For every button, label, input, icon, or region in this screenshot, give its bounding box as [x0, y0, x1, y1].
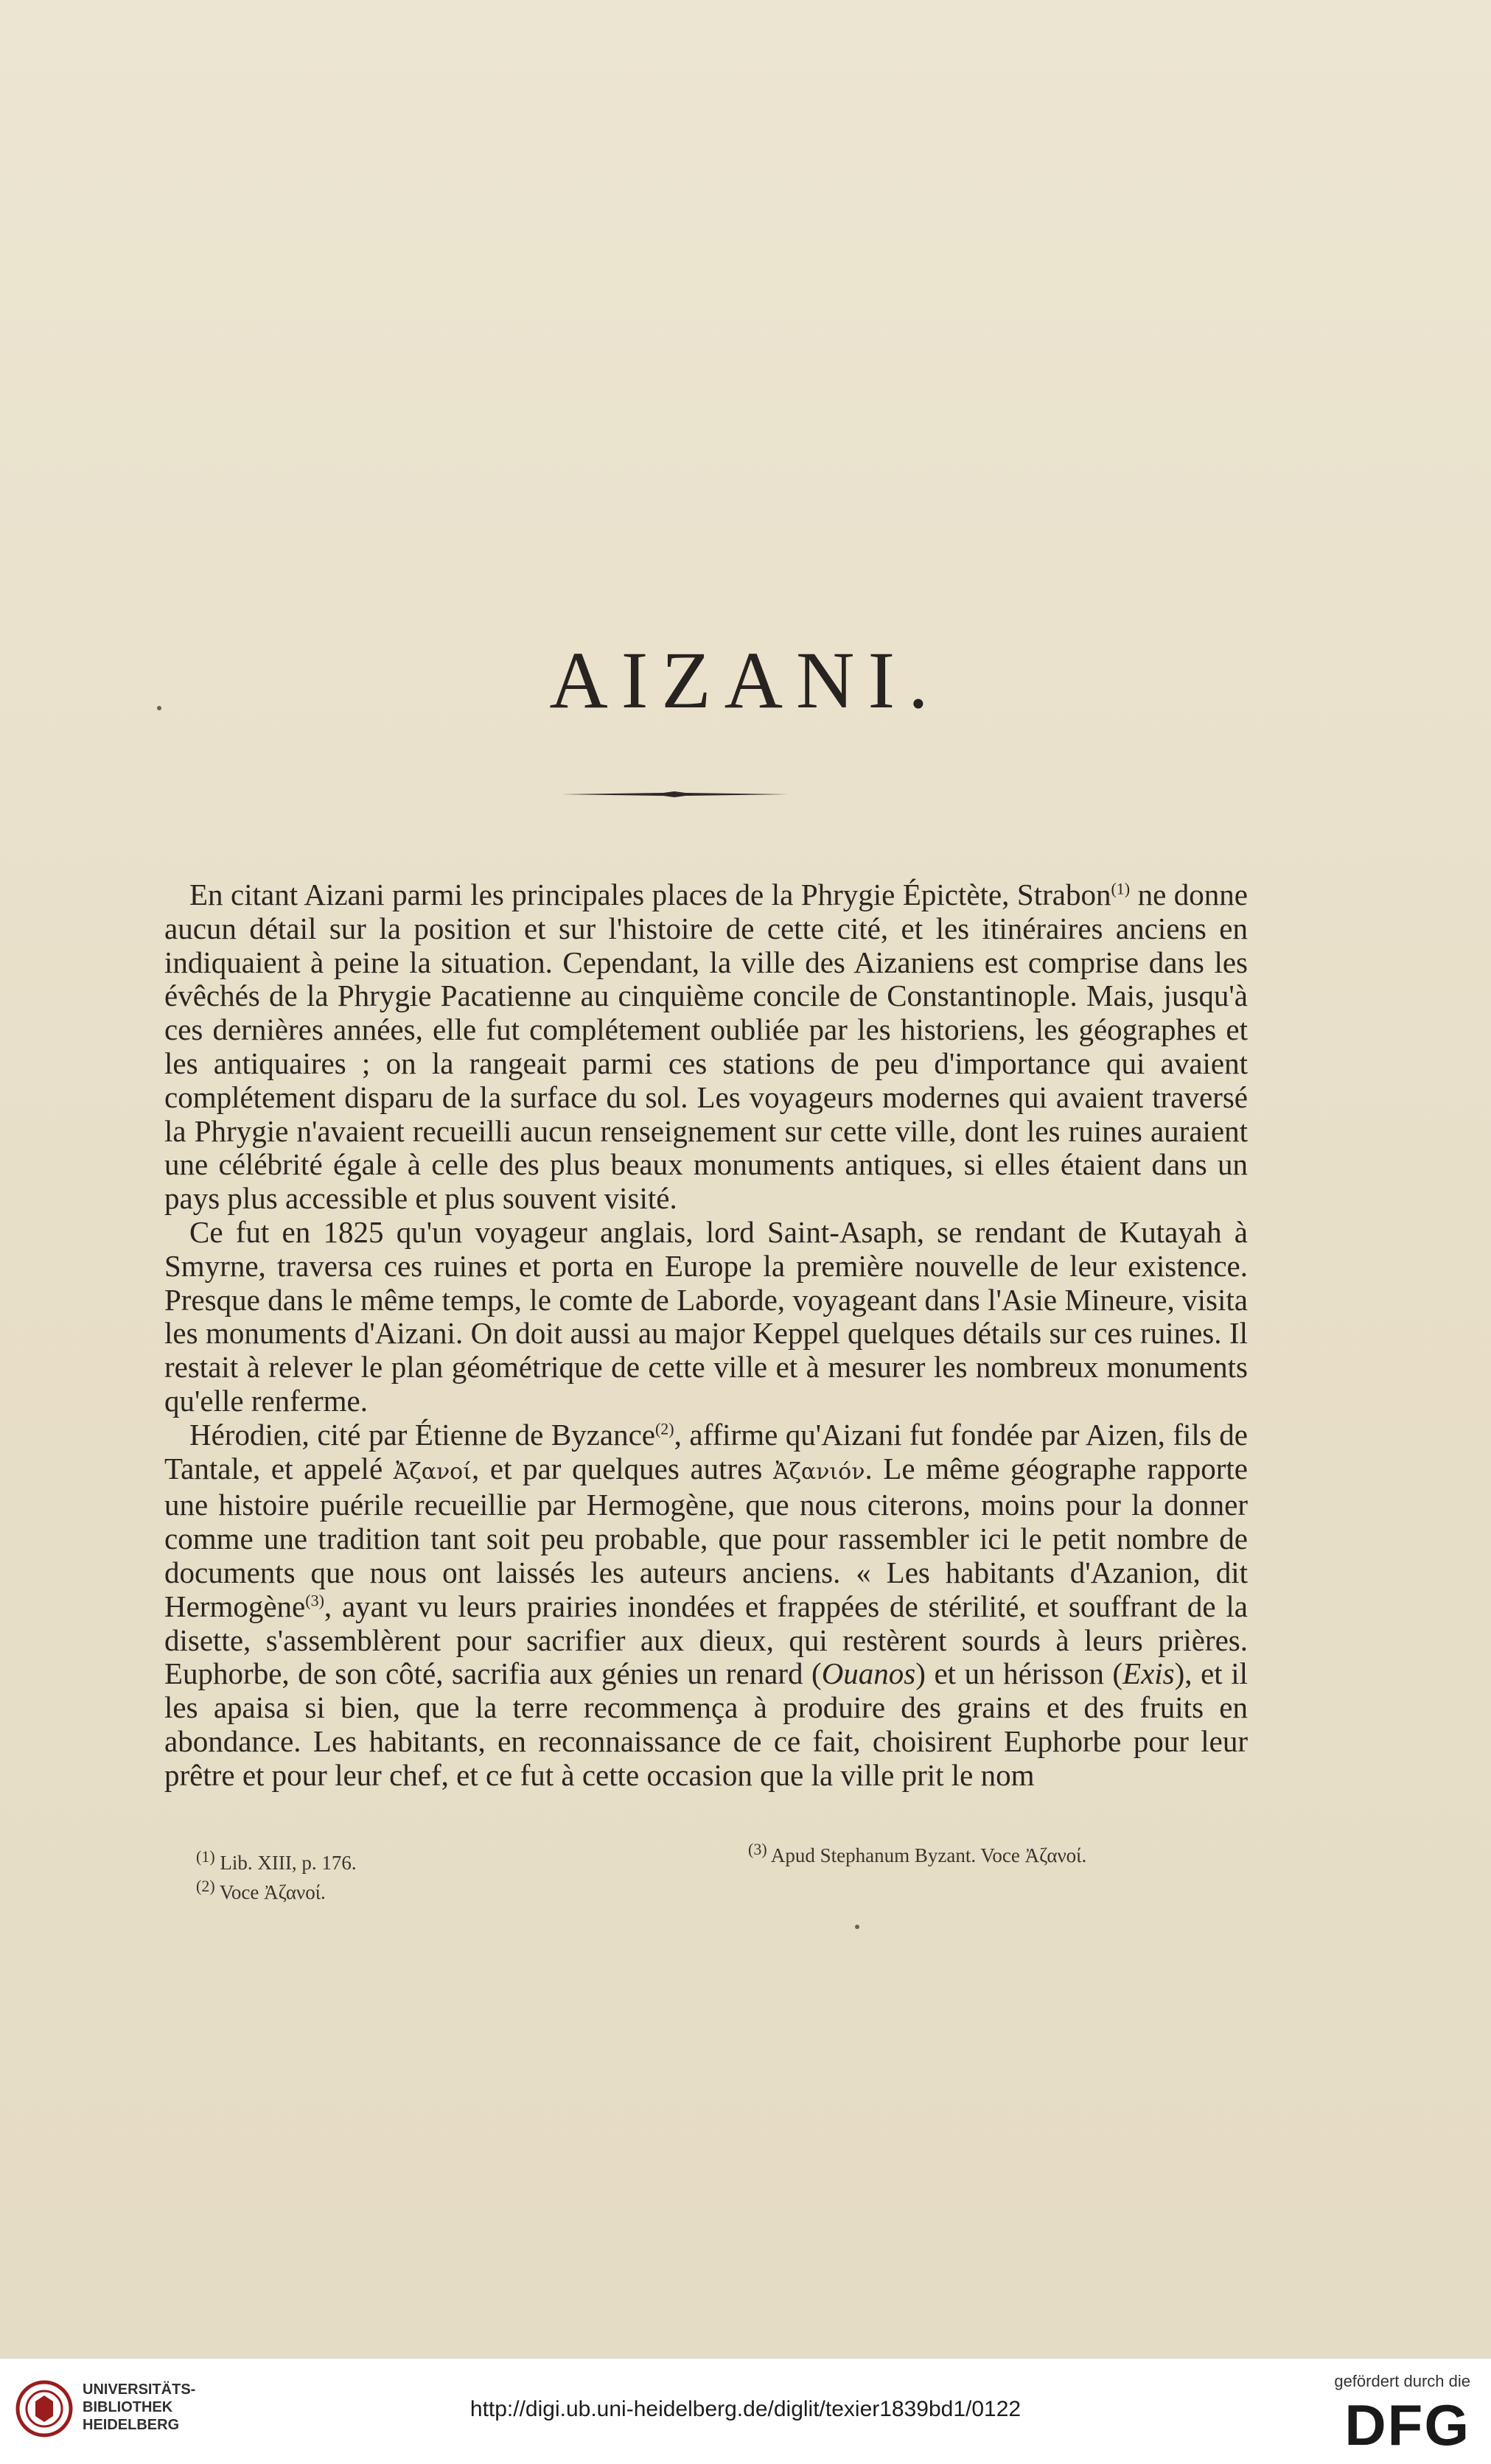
footnote-ref-2[interactable]: (2): [654, 1419, 674, 1438]
footnote-text: Voce Ἀζανοί.: [214, 1881, 326, 1903]
text-run: ) et un hérisson (: [915, 1656, 1123, 1691]
footnote-mark: (3): [748, 1840, 767, 1858]
footnote-1: [196, 1848, 357, 1877]
text-run: ), et il les apaisa si bien, que la terre recommença à produire des grains et des fruits en abondance. Les habitants, en reconnaissance de ce fait, choisirent Euphorbe pour leur prêtre et pour leur chef, et ce fut à cette occasion que la ville prit le nom: [164, 1656, 1248, 1792]
dfg-logo[interactable]: DFG: [1344, 2393, 1470, 2457]
greek-term: Ἀζανιόν: [772, 1458, 865, 1485]
text-run: , et par quelques autres: [472, 1451, 773, 1485]
text-run: , ayant vu leurs prairies inondées et frappées de stérilité, et souffrant de la disette, s'assemblèrent pour sacrifier aux dieux, qui restèrent sourds à leurs prières. Euphorbe, de son côté, sacrifia aux génies un renard (: [164, 1589, 1248, 1691]
footnote-text: Apud Stephanum Byzant. Voce Ἀζανοί.: [767, 1844, 1087, 1866]
greek-term: Ἀζανοί: [393, 1458, 472, 1485]
page-title: AIZANI.: [549, 635, 942, 725]
logo-line: HEIDELBERG: [83, 2417, 180, 2433]
footnote-text: Lib. XIII, p. 176.: [214, 1852, 357, 1874]
speck: [855, 1925, 859, 1929]
paragraph-3: [164, 1418, 1248, 1793]
text-run: Hérodien, cité par Étienne de Byzance: [189, 1417, 655, 1452]
speck: [157, 706, 161, 710]
viewer-footer: [0, 2358, 1491, 2464]
italic-term: Ouanos: [821, 1656, 916, 1691]
permalink-url[interactable]: http://digi.ub.uni-heidelberg.de/diglit/texier1839bd1/0122: [469, 2397, 1022, 2421]
italic-term: Exis: [1122, 1656, 1175, 1691]
logo-line: BIBLIOTHEK: [83, 2399, 173, 2415]
footnotes-left: [196, 1848, 357, 1907]
decorative-rule: [560, 791, 789, 797]
footnote-ref-3[interactable]: (3): [305, 1591, 324, 1610]
footnote-ref-1[interactable]: (1): [1111, 879, 1131, 898]
text-run: En citant Aizani parmi les principales places de la Phrygie Épictète, Strabon: [189, 878, 1111, 911]
footnote-2: [196, 1877, 357, 1907]
text-run: . Le même géographe rapporte une histoire puérile recueillie par Hermogène, que nous citerons, moins pour la donner comme une tradition tant soit peu probable, que pour rassembler ici le petit nombre de documents que nous ont laissés les auteurs anciens. « Les habitants d'Azanion, dit Hermogène: [164, 1451, 1248, 1623]
footnotes-right: [748, 1841, 1086, 1870]
sponsor-label: gefördert durch die: [1334, 2372, 1470, 2390]
paragraph-1: [164, 878, 1248, 1216]
footnote-mark: (2): [196, 1877, 215, 1895]
footnote-mark: (1): [196, 1847, 215, 1866]
text-run: , affirme qu'Aizani fut fondée par Aizen, fils de Tantale, et appelé: [164, 1417, 1248, 1485]
text-run: ne donne aucun détail sur la position et sur l'histoire de cette cité, et les itinéraires anciens en indiquaient à peine la situation. Cependant, la ville des Aizaniens est comprise dans les évêchés de la Phrygie Pacatienne au cinquième concile de Constantinople. Mais, jusqu'à ces dernières années, elle fut complétement oubliée par les historiens, les géographes et les antiquaires ; on la rangeait parmi ces stations de peu d'importance qui avaient complétement disparu de la surface du sol. Les voyageurs modernes qui avaient traversé la Phrygie n'avaient recueilli aucun renseignement sur cette ville, dont les ruines auraient une célébrité égale à celle des plus beaux monuments antiques, si elles étaient dans un pays plus accessible et plus souvent visité.: [164, 878, 1248, 1216]
paragraph-2: Ce fut en 1825 qu'un voyageur anglais, lord Saint-Asaph, se rendant de Kutayah à Smyrne, traversa ces ruines et porta en Europe la première nouvelle de leur existence. Presque dans le même temps, le comte de Laborde, voyageant dans l'Asie Mineure, visita les monuments d'Aizani. On doit aussi au major Keppel quelques détails sur ces ruines. Il restait à relever le plan géométrique de cette ville et à mesurer les nombreux monuments qu'elle renferme.: [164, 1214, 1248, 1418]
body-text: [164, 878, 1248, 1793]
footnote-3: [748, 1841, 1086, 1870]
logo-line: UNIVERSITÄTS-: [83, 2381, 196, 2398]
